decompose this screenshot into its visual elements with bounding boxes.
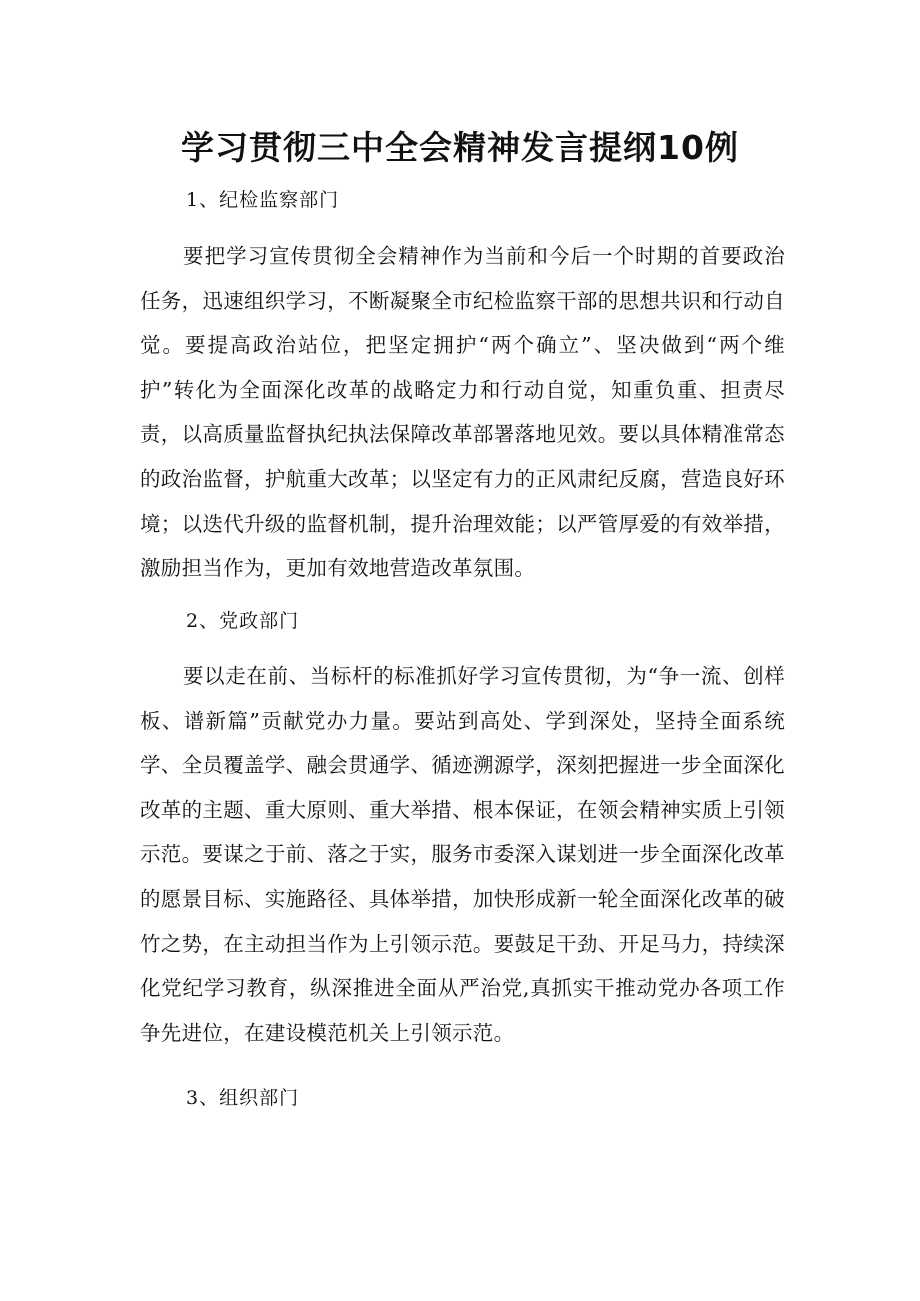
section-heading-2: 2、党政部门: [186, 610, 300, 632]
section-heading-1: 1、纪检监察部门: [186, 189, 340, 211]
section-heading-3: 3、组织部门: [186, 1087, 300, 1109]
section-body-1: 要把学习宣传贯彻全会精神作为当前和今后一个时期的首要政治任务，迅速组织学习，不断凝聚全市纪检监察干部的思想共识和行动自觉。要提高政治站位，把坚定拥护“两个确立”、坚决做到“两个维护”转化为全面深化改革的战略定力和行动自觉，知重负重、担责尽责，以高质量监督执纪执法保障改革部署落地见效。要以具体精准常态的政治监督，护航重大改革；以坚定有力的正风肃纪反腐，营造良好环境；以迭代升级的监督机制，提升治理效能；以严管厚爱的有效举措，激励担当作为，更加有效地营造改革氛围。: [140, 244, 785, 581]
section-body-2: 要以走在前、当标杆的标准抓好学习宣传贯彻，为“争一流、创样板、谱新篇”贡献党办力量。要站到高处、学到深处，坚持全面系统学、全员覆盖学、融会贯通学、循迹溯源学，深刻把握进一步全面深化改革的主题、重大原则、重大举措、根本保证，在领会精神实质上引领示范。要谋之于前、落之于实，服务市委深入谋划进一步全面深化改革的愿景目标、实施路径、具体举措，加快形成新一轮全面深化改革的破竹之势，在主动担当作为上引领示范。要鼓足干劲、开足马力，持续深化党纪学习教育，纵深推进全面从严治党,真抓实干推动党办各项工作争先进位，在建设模范机关上引领示范。: [140, 664, 785, 1045]
document-title: 学习贯彻三中全会精神发言提纲10例: [181, 128, 739, 167]
